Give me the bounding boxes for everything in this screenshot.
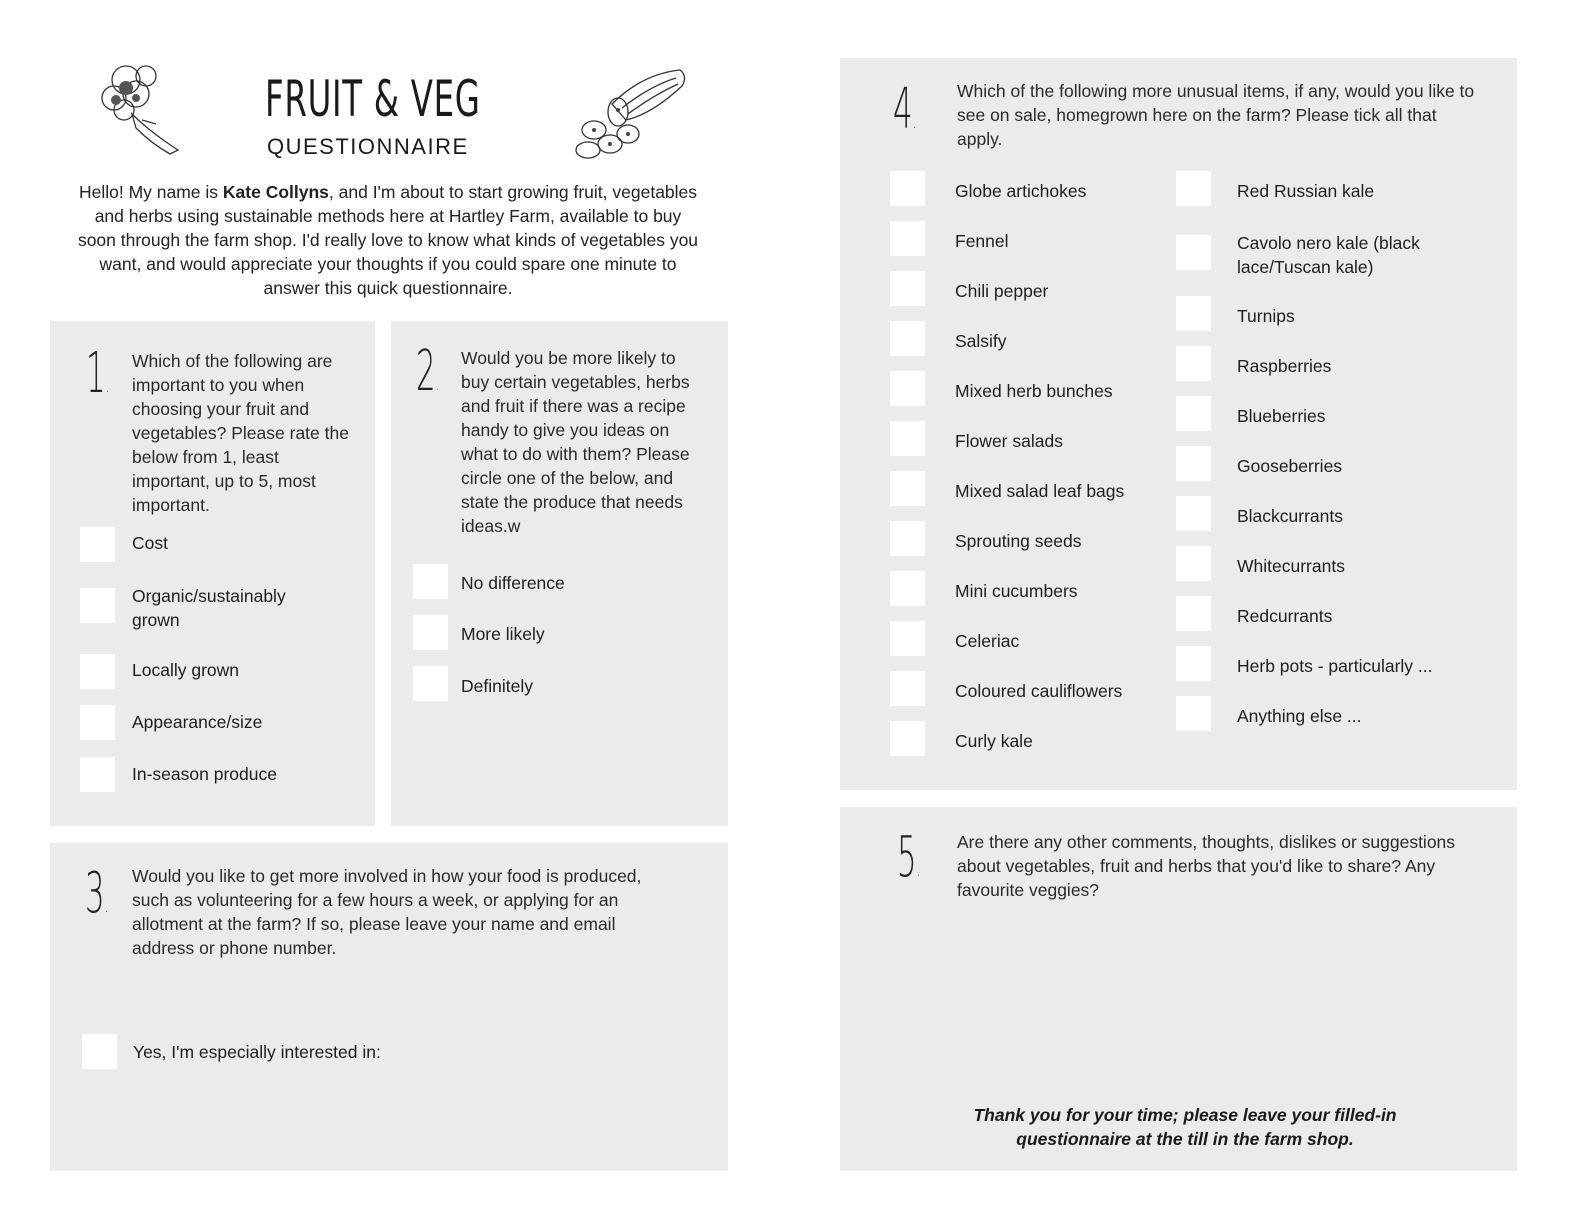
page-title: FRUIT & VEG: [265, 70, 481, 128]
question-2-number: 2.: [416, 339, 440, 404]
q4-option-label: Blueberries: [1237, 406, 1326, 426]
checkbox[interactable]: [890, 421, 925, 456]
checkbox[interactable]: [413, 564, 448, 599]
broccoli-illustration: [96, 58, 188, 156]
question-5-text: Are there any other comments, thoughts, dislikes or suggestions about vegetables, fruit and herbs that you'd like to share? Any favourite veggies?: [957, 832, 1456, 900]
checkbox[interactable]: [890, 271, 925, 306]
checkbox[interactable]: [82, 1034, 117, 1069]
checkbox[interactable]: [1176, 296, 1211, 331]
q4-option-label: Blackcurrants: [1237, 506, 1344, 526]
q4-option[interactable]: [1176, 646, 1467, 681]
thank-you-note: Thank you for your time; please leave your filled-in questionnaire at the till in the farm shop.: [973, 1105, 1397, 1149]
q4-option-label: Red Russian kale: [1237, 181, 1375, 201]
checkbox[interactable]: [80, 588, 115, 623]
q2-option-no-difference[interactable]: No difference: [413, 564, 565, 599]
q4-option[interactable]: [890, 471, 1185, 506]
q4-option-label: Whitecurrants: [1237, 556, 1345, 576]
checkbox[interactable]: [80, 757, 115, 792]
q4-option-label: Fennel: [955, 231, 1009, 251]
question-2-text: Would you be more likely to buy certain vegetables, herbs and fruit if there was a recipe handy to give you ideas on what to do with them? Please circle one of the below, and state the produce that needs ideas.w: [461, 348, 690, 536]
q4-option[interactable]: [890, 671, 1185, 706]
q4-option[interactable]: [1176, 596, 1467, 631]
q1-option-cost[interactable]: Cost: [80, 527, 322, 562]
q4-option-label: Redcurrants: [1237, 606, 1333, 626]
question-4-text: Which of the following more unusual items, if any, would you like to see on sale, homegrown here on the farm? Please tick all that apply.: [957, 81, 1475, 149]
checkbox[interactable]: [1176, 596, 1211, 631]
checkbox[interactable]: [1176, 496, 1211, 531]
q4-option[interactable]: [890, 521, 1185, 556]
checkbox[interactable]: [890, 621, 925, 656]
q4-option-label: Curly kale: [955, 731, 1033, 751]
checkbox[interactable]: [1176, 235, 1211, 270]
checkbox[interactable]: [890, 371, 925, 406]
checkbox[interactable]: [1176, 646, 1211, 681]
checkbox[interactable]: [890, 171, 925, 206]
question-3-text: Would you like to get more involved in how your food is produced, such as volunteering for a few hours a week, or applying for an allotment at the farm? If so, please leave your name and email address or phone number.: [132, 866, 642, 958]
checkbox[interactable]: [890, 521, 925, 556]
checkbox[interactable]: [890, 321, 925, 356]
q4-option-label: Mini cucumbers: [955, 581, 1078, 601]
question-3-number: 3.: [85, 861, 109, 926]
page-subtitle: QUESTIONNAIRE: [267, 134, 469, 159]
q4-option[interactable]: [890, 571, 1185, 606]
checkbox[interactable]: [1176, 171, 1211, 206]
q4-option[interactable]: [1176, 171, 1467, 206]
question-4-number: 4.: [893, 77, 917, 142]
question-5-number: 5.: [897, 825, 921, 890]
intro-paragraph: Hello! My name is Kate Collyns, and I'm about to start growing fruit, vegetables and herbs using sustainable methods here at Hartley Farm, available to buy soon through the farm shop. I'd really love to know what kinds of vegetables you want, and would appreciate your thoughts if you could spare one minute to answer this quick questionnaire.: [77, 182, 699, 298]
q4-option-label: Chili pepper: [955, 281, 1049, 301]
checkbox[interactable]: [413, 666, 448, 701]
q4-option-label: Coloured cauliflowers: [955, 681, 1123, 701]
checkbox[interactable]: [1176, 346, 1211, 381]
q4-option[interactable]: [890, 171, 1185, 206]
q4-option[interactable]: [1176, 296, 1467, 331]
checkbox[interactable]: [1176, 446, 1211, 481]
q4-option-label: Raspberries: [1237, 356, 1332, 376]
q4-option[interactable]: [1176, 346, 1467, 381]
checkbox[interactable]: [890, 721, 925, 756]
q4-option-label: Celeriac: [955, 631, 1020, 651]
checkbox[interactable]: [80, 527, 115, 562]
q4-option-label: Cavolo nero kale (black lace/Tuscan kale): [1237, 233, 1420, 277]
checkbox[interactable]: [413, 615, 448, 650]
q4-option[interactable]: [890, 271, 1185, 306]
checkbox[interactable]: [1176, 696, 1211, 731]
q4-option[interactable]: [1176, 235, 1467, 279]
q2-option-definitely[interactable]: Definitely: [413, 666, 533, 701]
q4-option[interactable]: [890, 721, 1185, 756]
q1-option-inseason[interactable]: In-season produce: [80, 757, 322, 792]
q1-option-organic[interactable]: Organic/sustainably grown: [80, 588, 322, 632]
q4-option[interactable]: [890, 371, 1185, 406]
q4-option-label: Flower salads: [955, 431, 1063, 451]
checkbox[interactable]: [1176, 546, 1211, 581]
q4-option-label: Gooseberries: [1237, 456, 1343, 476]
q4-option[interactable]: [890, 621, 1185, 656]
checkbox[interactable]: [1176, 396, 1211, 431]
question-1-number: 1.: [86, 341, 110, 406]
q1-option-local[interactable]: Locally grown: [80, 654, 322, 689]
q4-option-label: Anything else ...: [1237, 706, 1362, 726]
question-1-text: Which of the following are important to you when choosing your fruit and vegetables? Please rate the below from 1, least important, up to 5, most important.: [132, 351, 349, 515]
q4-option-label: Sprouting seeds: [955, 531, 1082, 551]
q4-option-label: Herb pots - particularly ...: [1237, 656, 1433, 676]
q4-option[interactable]: [890, 421, 1185, 456]
q4-option[interactable]: [890, 221, 1185, 256]
q4-option[interactable]: [1176, 496, 1467, 531]
checkbox[interactable]: [890, 671, 925, 706]
q1-option-appearance[interactable]: Appearance/size: [80, 705, 322, 740]
checkbox[interactable]: [890, 471, 925, 506]
cucumber-illustration: [572, 64, 690, 160]
q4-option[interactable]: [1176, 546, 1467, 581]
q4-option-label: Globe artichokes: [955, 181, 1087, 201]
q4-option[interactable]: [1176, 696, 1467, 731]
checkbox[interactable]: [80, 654, 115, 689]
q4-option[interactable]: [1176, 396, 1467, 431]
q2-option-more-likely[interactable]: More likely: [413, 615, 545, 650]
q3-option-interested[interactable]: Yes, I'm especially interested in:: [82, 1034, 381, 1069]
q4-option-label: Salsify: [955, 331, 1007, 351]
q4-option[interactable]: [1176, 446, 1467, 481]
q4-option-label: Mixed salad leaf bags: [955, 481, 1125, 501]
q4-option-label: Mixed herb bunches: [955, 381, 1113, 401]
checkbox[interactable]: [890, 571, 925, 606]
q4-option-label: Turnips: [1237, 306, 1295, 326]
q4-option[interactable]: [890, 321, 1185, 356]
checkbox[interactable]: [80, 705, 115, 740]
checkbox[interactable]: [890, 221, 925, 256]
